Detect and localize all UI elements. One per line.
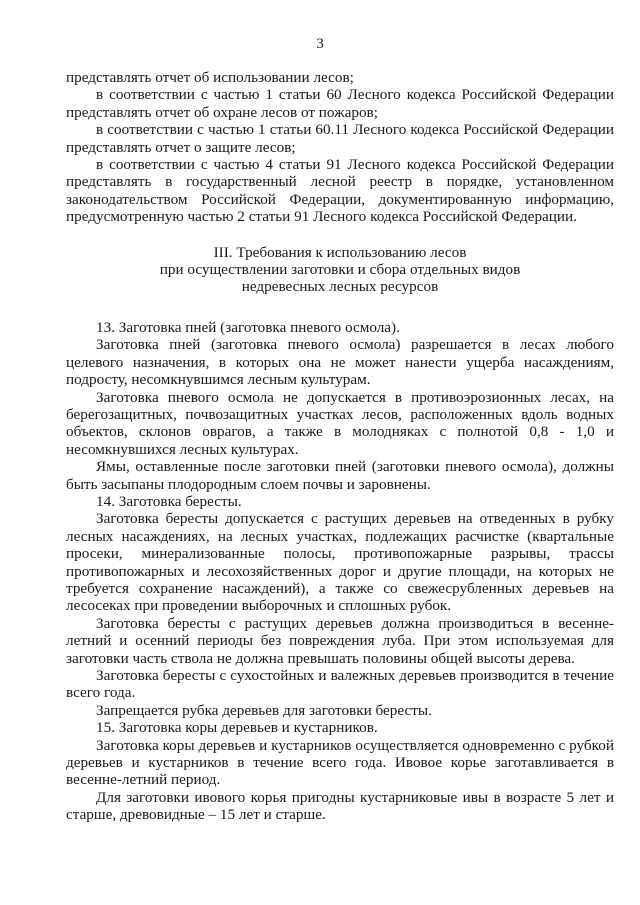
paragraph: в соответствии с частью 4 статьи 91 Лесного кодекса Российской Федерации представлять в государственный лесной реестр в порядке, установленном законодательством Российской Федерации, документированную информацию, предусмотренную частью 2 статьи 91 Лесного кодекса Российской Федерации. xyxy=(66,156,614,226)
document-body xyxy=(66,69,614,824)
paragraph: Заготовка бересты с сухостойных и валежных деревьев производится в течение всего года. xyxy=(66,667,614,702)
paragraph: 15. Заготовка коры деревьев и кустарников. xyxy=(96,719,378,737)
section-heading-line: недревесных лесных ресурсов xyxy=(241,278,439,296)
paragraph: Заготовка пневого осмола не допускается в противоэрозионных лесах, на берегозащитных, почвозащитных участках лесов, расположенных вдоль водных объектов, склонов оврагов, а также в молодняках с полнотой 0,8 - 1,0 и несомкнувшихся лесных культурах. xyxy=(66,388,614,458)
paragraph: Для заготовки ивового корья пригодны кустарниковые ивы в возрасте 5 лет и старше, древовидные – 15 лет и старше. xyxy=(66,788,614,824)
page-number: 3 xyxy=(316,35,324,52)
paragraph: Ямы, оставленные после заготовки пней (заготовки пневого осмола), должны быть засыпаны плодородным слоем почвы и заровнены. xyxy=(66,458,614,493)
paragraph: Заготовка бересты с растущих деревьев должна производиться в весенне-летний и осенний периоды без повреждения луба. При этом используемая для заготовки часть ствола не должна превышать половины общей высоты дерева. xyxy=(66,614,614,667)
paragraph: 13. Заготовка пней (заготовка пневого осмола). xyxy=(96,318,400,336)
paragraph: Заготовка пней (заготовка пневого осмола) разрешается в лесах любого целевого назначения, в которых она не может нанести ущерба насаждениям, подросту, несомкнувшимся лесным культурам. xyxy=(66,336,614,389)
paragraph: представлять отчет об использовании лесов; xyxy=(66,69,354,86)
paragraph: Заготовка коры деревьев и кустарников осуществляется одновременно с рубкой деревьев и кустарников в течение всего года. Ивовое корье заготавливается в весенне-летний период. xyxy=(66,736,614,789)
paragraph: в соответствии с частью 1 статьи 60.11 Лесного кодекса Российской Федерации представлять отчет о защите лесов; xyxy=(66,121,614,156)
paragraph: Заготовка бересты допускается с растущих деревьев на отведенных в рубку лесных насаждениях, на лесных участках, подлежащих расчистке (квартальные просеки, минерализованные полосы, противопожарные разрывы, трассы противопожарных и лесохозяйственных дорог и другие площади, на которых не требуется сохранение насаждений), а также со свежесрубленных деревьев на лесосеках при проведении выборочных и сплошных рубок. xyxy=(66,510,614,615)
section-heading-line: при осуществлении заготовки и сбора отдельных видов xyxy=(159,261,521,279)
section-heading-line: III. Требования к использованию лесов xyxy=(213,243,467,261)
paragraph: Запрещается рубка деревьев для заготовки бересты. xyxy=(96,701,432,719)
paragraph: 14. Заготовка бересты. xyxy=(96,492,242,510)
section-heading xyxy=(66,244,614,296)
paragraph: в соответствии с частью 1 статьи 60 Лесного кодекса Российской Федерации представлять отчет об охране лесов от пожаров; xyxy=(66,86,614,121)
